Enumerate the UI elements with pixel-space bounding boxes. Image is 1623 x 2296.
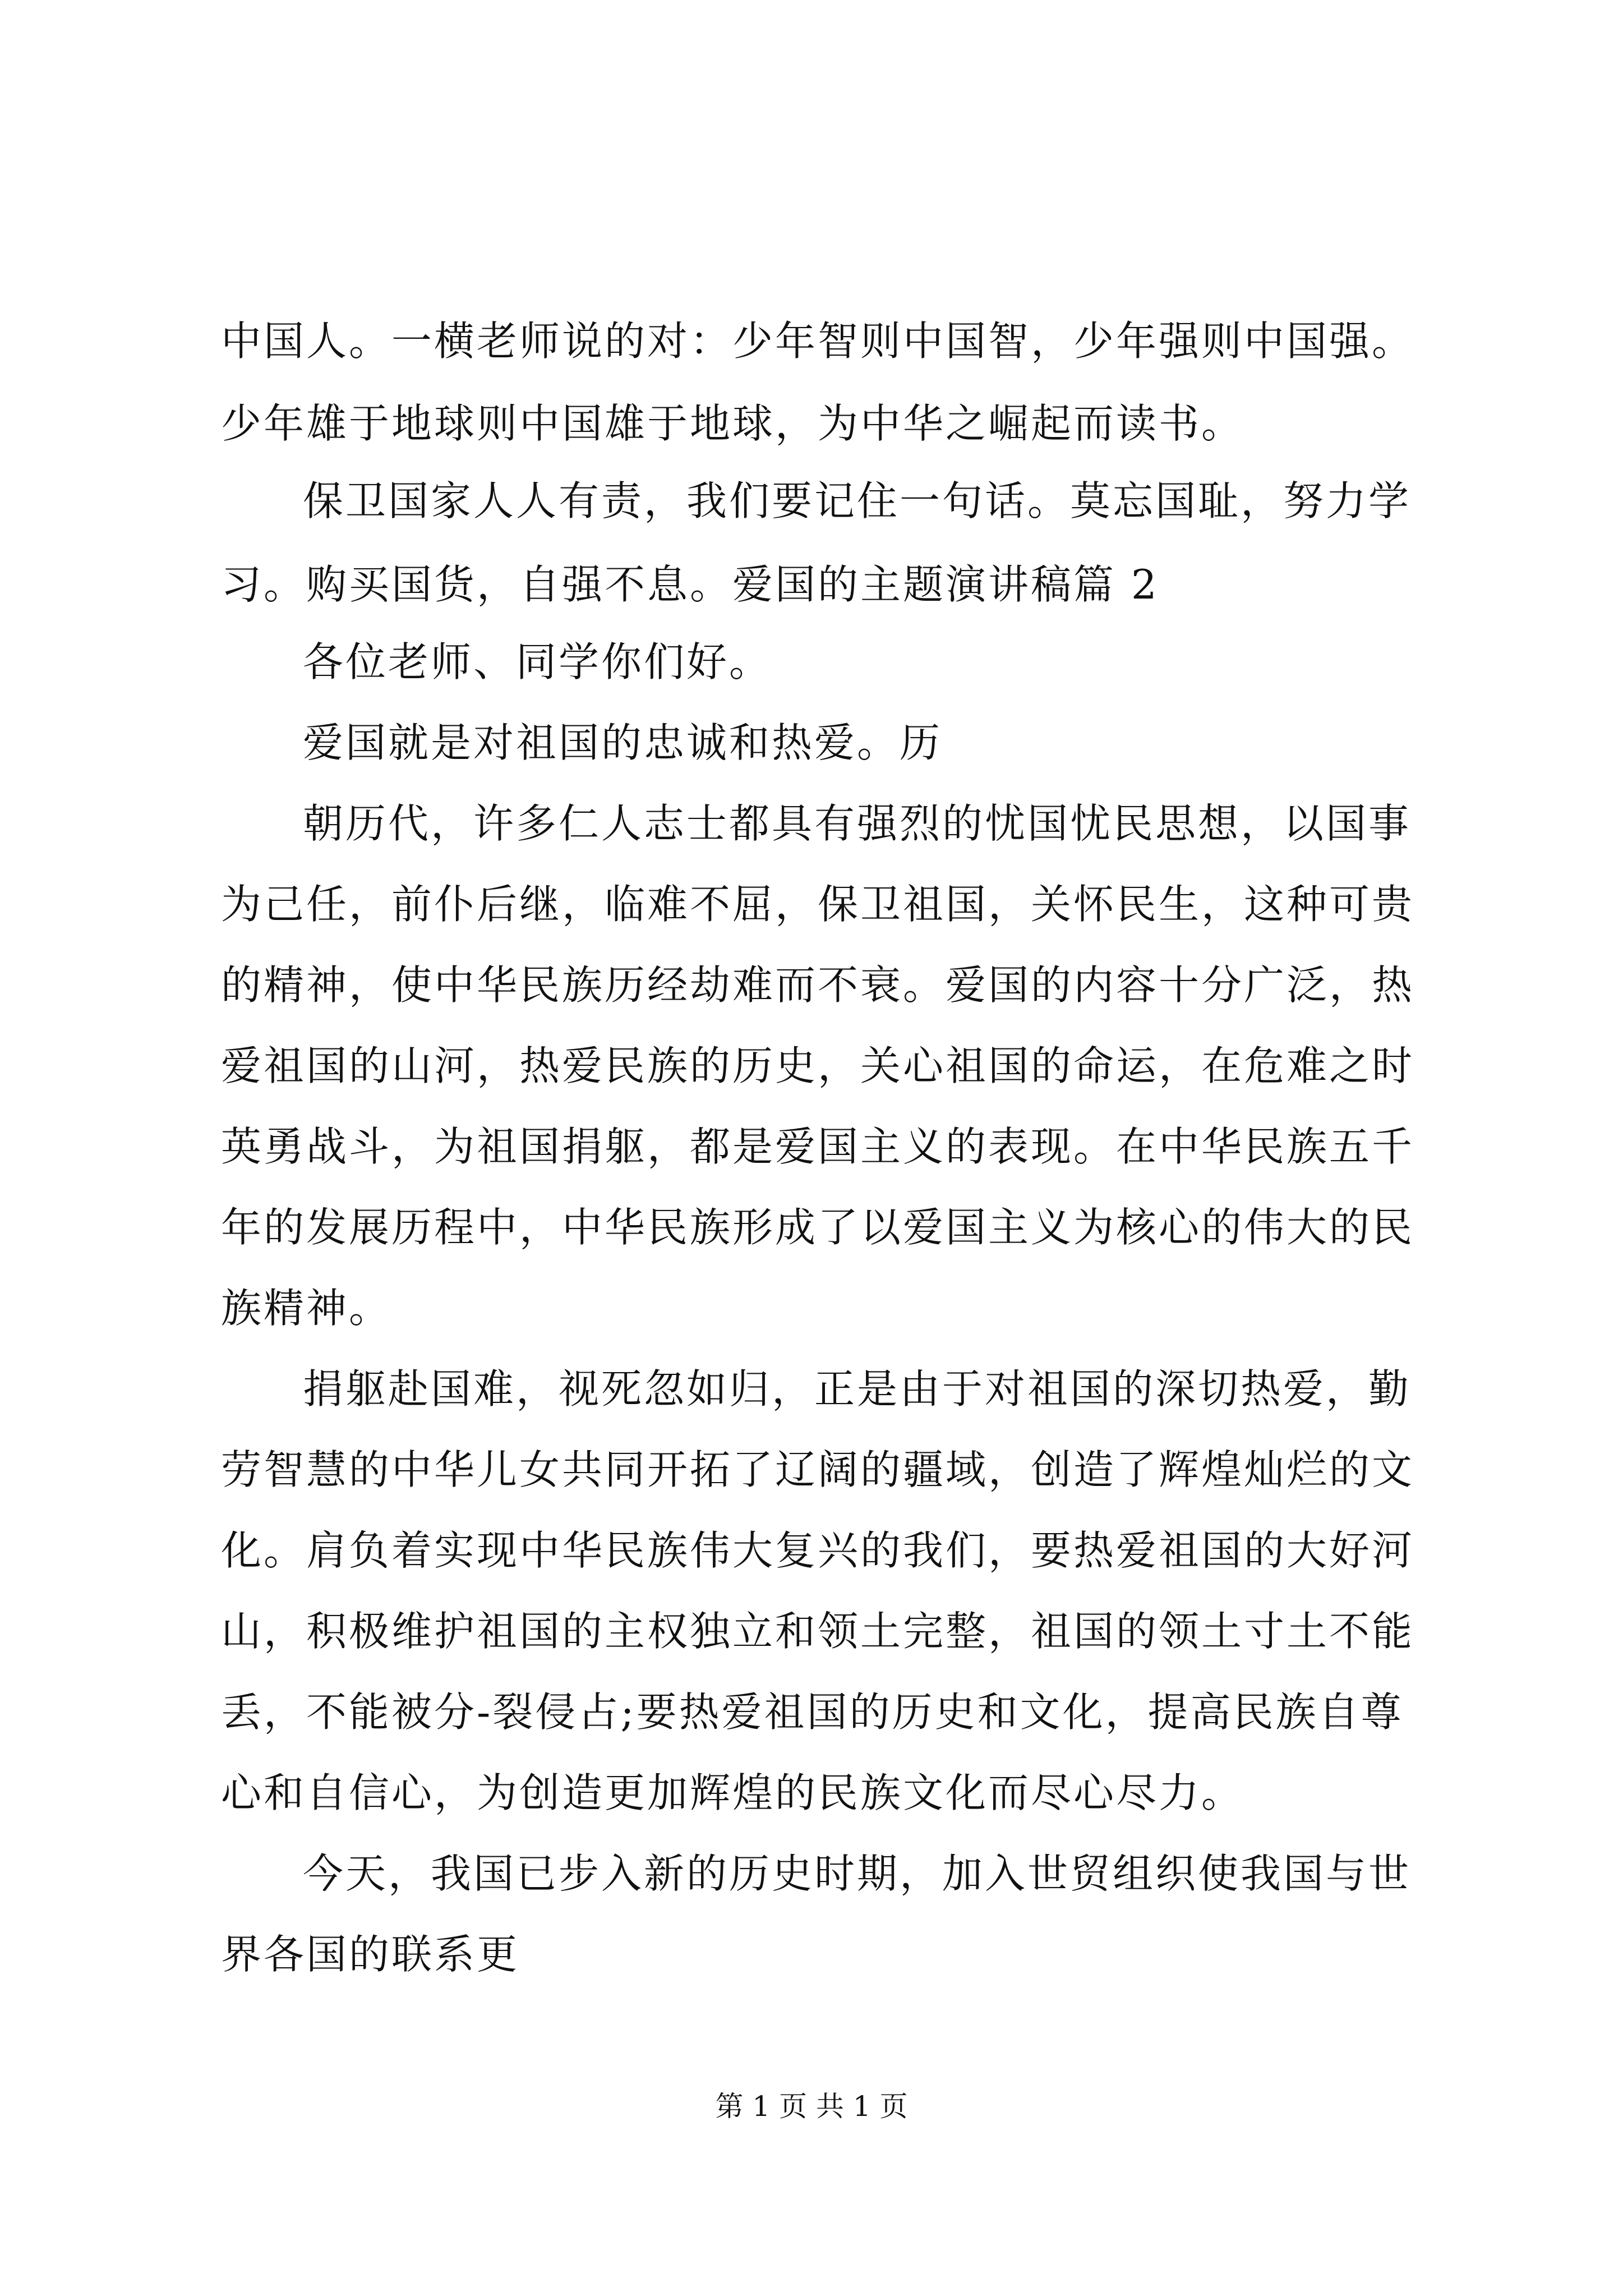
text-line-6: 爱国就是对祖国的忠诚和热爱。历 [303, 719, 943, 766]
text-line-1: 中国人。一横老师说的对：少年智则中国智，少年强则中国强。 [221, 318, 1415, 365]
text-line-8: 为己任，前仆后继，临难不屈，保卫祖国，关怀民生，这种可贵 [221, 881, 1415, 928]
text-line-13: 族精神。 [221, 1285, 392, 1332]
text-line-14: 捐躯赴国难，视死忽如归，正是由于对祖国的深切热爱，勤 [303, 1365, 1412, 1412]
text-line-2: 少年雄于地球则中国雄于地球，为中华之崛起而读书。 [221, 400, 1244, 447]
text-line-17: 山，积极维护祖国的主权独立和领土完整，祖国的领土寸土不能 [221, 1608, 1415, 1655]
text-line-12: 年的发展历程中，中华民族形成了以爱国主义为核心的伟大的民 [221, 1204, 1415, 1251]
text-line-18: 丢，不能被分-裂侵占;要热爱祖国的历史和文化，提高民族自尊 [221, 1688, 1404, 1736]
text-line-11: 英勇战斗，为祖国捐躯，都是爱国主义的表现。在中华民族五千 [221, 1123, 1415, 1170]
text-line-10: 爱祖国的山河，热爱民族的历史，关心祖国的命运，在危难之时 [221, 1042, 1415, 1089]
text-line-5: 各位老师、同学你们好。 [303, 638, 772, 685]
text-line-15: 劳智慧的中华儿女共同开拓了辽阔的疆域，创造了辉煌灿烂的文 [221, 1446, 1415, 1493]
text-line-4: 习。购买国货，自强不息。爱国的主题演讲稿篇 2 [221, 561, 1159, 608]
text-line-21: 界各国的联系更 [221, 1931, 520, 1978]
text-line-19: 心和自信心，为创造更加辉煌的民族文化而尽心尽力。 [221, 1769, 1244, 1816]
text-line-3: 保卫国家人人有责，我们要记住一句话。莫忘国耻，努力学 [303, 477, 1412, 524]
text-line-16: 化。肩负着实现中华民族伟大复兴的我们，要热爱祖国的大好河 [221, 1527, 1415, 1574]
text-line-20: 今天，我国已步入新的历史时期，加入世贸组织使我国与世 [303, 1850, 1412, 1897]
page-footer: 第 1 页 共 1 页 [715, 2090, 908, 2123]
text-line-7: 朝历代，许多仁人志士都具有强烈的忧国忧民思想，以国事 [303, 800, 1412, 847]
text-line-9: 的精神，使中华民族历经劫难而不衰。爱国的内容十分广泛，热 [221, 961, 1415, 1009]
